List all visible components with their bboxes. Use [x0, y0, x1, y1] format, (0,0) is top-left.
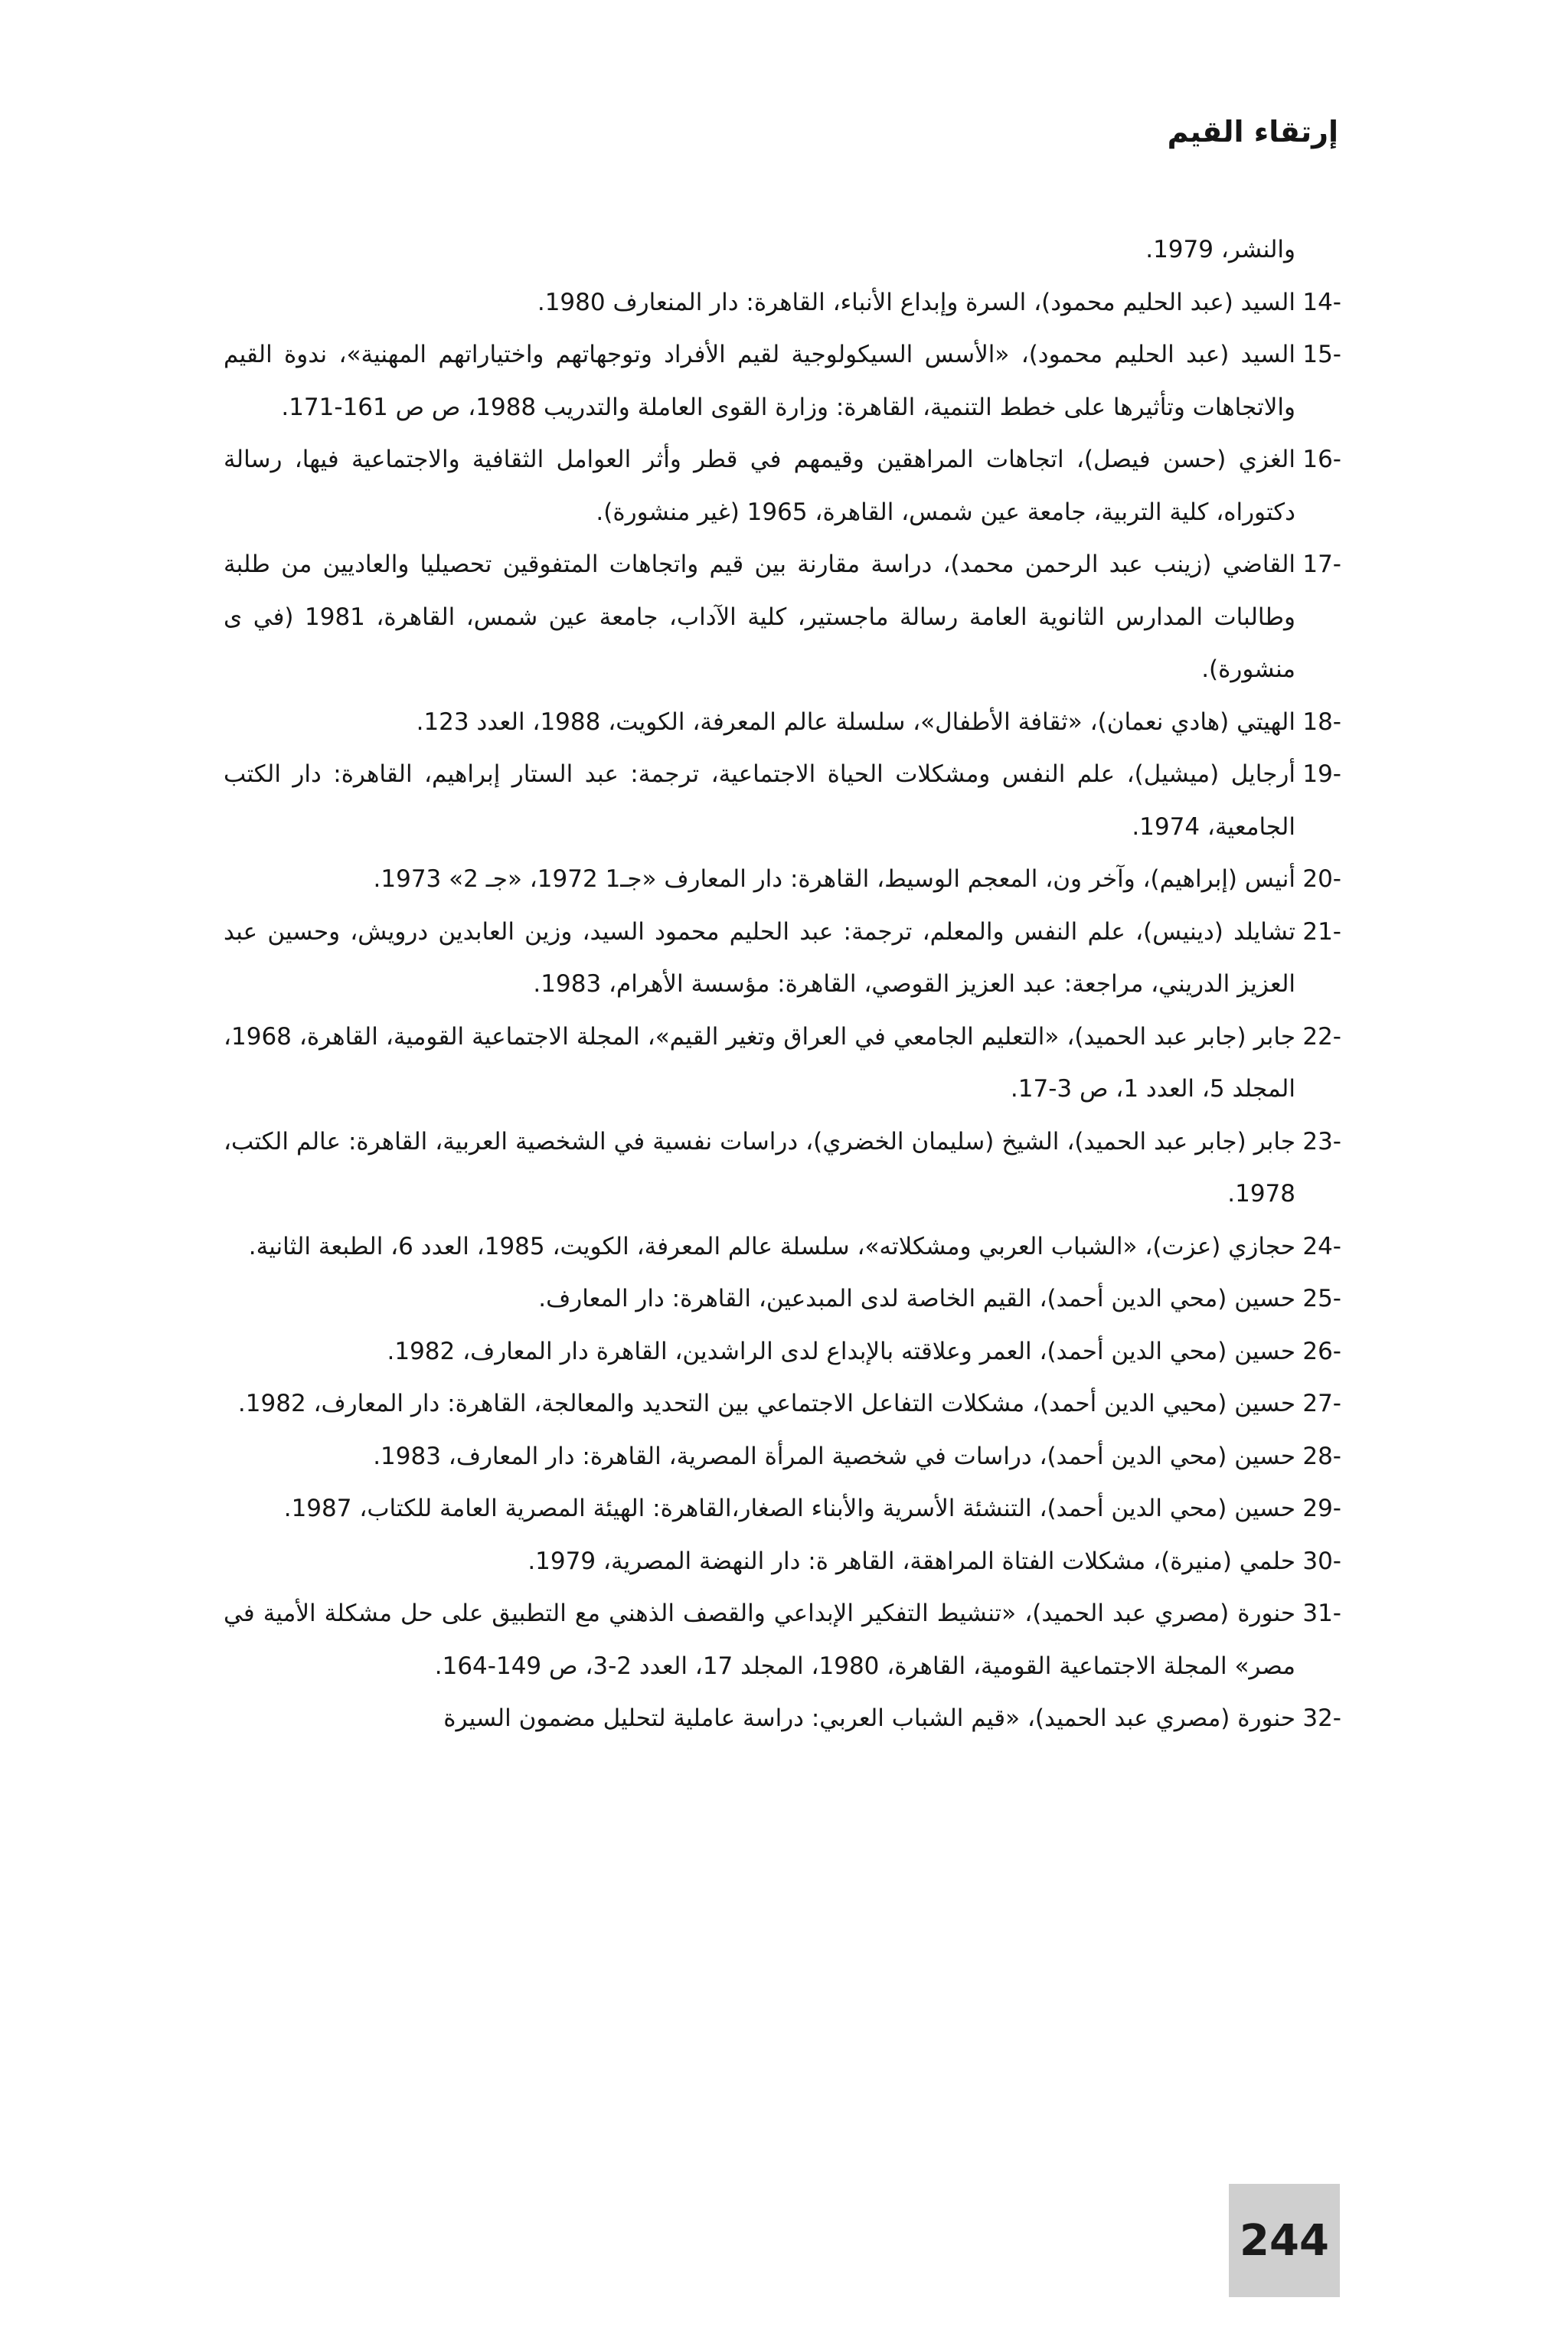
reference-item	[224, 276, 1341, 329]
reference-number: 17-	[1302, 551, 1341, 578]
reference-item	[224, 433, 1341, 538]
reference-number: 22-	[1302, 1022, 1341, 1051]
reference-number: 31-	[1302, 1600, 1341, 1627]
reference-item	[224, 328, 1341, 433]
reference-text: جابر (جابر عبد الحميد)، الشيخ (سليمان الخضري)، دراسات نفسية في الشخصية العربية، القاهرة: عالم الكتب، 1978.	[224, 1127, 1295, 1208]
reference-item	[224, 853, 1341, 906]
page-number: 244	[1240, 2215, 1329, 2266]
reference-number: 26-	[1302, 1337, 1341, 1365]
reference-item	[224, 1221, 1341, 1273]
reference-text: حجازي (عزت)، «الشباب العربي ومشكلاته»، سلسلة عالم المعرفة، الكويت، 1985، العدد 6، الطبعة الثانية.	[248, 1232, 1295, 1260]
reference-text: حسين (محي الدين أحمد)، دراسات في شخصية المرأة المصرية، القاهرة: دار المعارف، 1983.	[373, 1442, 1295, 1470]
reference-item	[224, 1430, 1341, 1483]
reference-number: 18-	[1302, 708, 1341, 736]
reference-text: الغزي (حسن فيصل)، اتجاهات المراهقين وقيمهم في قطر وأثر العوامل الثقافية والاجتماعية فيها، رسالة دكتوراه، كلية التربية، جامعة عين شمس، القاهرة، 1965 (غير منشورة).	[224, 446, 1295, 526]
reference-text: حنورة (مصري عبد الحميد)، «تنشيط التفكير الإبداعي والقصف الذهني مع التطبيق على حل مشكلة الأمية في مصر» المجلة الاجتماعية القومية، القاهرة، 1980، المجلد 17، العدد 2-3، ص 149-164.	[224, 1600, 1295, 1680]
reference-number: 23-	[1302, 1127, 1341, 1155]
reference-number: 15-	[1302, 341, 1341, 368]
reference-number: 24-	[1302, 1232, 1341, 1260]
reference-number: 14-	[1302, 288, 1341, 316]
reference-item	[224, 1482, 1341, 1535]
reference-text: والنشر، 1979.	[1145, 236, 1295, 263]
reference-text: حسين (محي الدين أحمد)، القيم الخاصة لدى المبدعين، القاهرة: دار المعارف.	[538, 1285, 1295, 1312]
reference-text: حلمي (منيرة)، مشكلات الفتاة المراهقة، القاهر ة: دار النهضة المصرية، 1979.	[528, 1547, 1295, 1575]
reference-item	[224, 1378, 1341, 1430]
page-number-box	[1229, 2184, 1340, 2297]
reference-text: حنورة (مصري عبد الحميد)، «قيم الشباب العربي: دراسة عاملية لتحليل مضمون السيرة	[443, 1704, 1295, 1732]
reference-number: 29-	[1302, 1495, 1341, 1522]
reference-item	[224, 748, 1341, 853]
reference-list	[224, 224, 1341, 1745]
reference-text: القاضي (زينب عبد الرحمن محمد)، دراسة مقارنة بين قيم واتجاهات المتفوقين تحصيليا والعاديين من طلبة وطالبات المدارس الثانوية العامة رسالة ماجستير، كلية الآداب، جامعة عين شمس، القاهرة، 1981 (في ى منشورة).	[224, 551, 1295, 683]
reference-item	[224, 1325, 1341, 1378]
reference-number: 21-	[1302, 917, 1341, 946]
reference-number: 16-	[1302, 446, 1341, 473]
reference-text: حسين (محي الدين أحمد)، العمر وعلاقته بالإبداع لدى الراشدين، القاهرة دار المعارف، 1982.	[387, 1337, 1295, 1365]
reference-text: جابر (جابر عبد الحميد)، «التعليم الجامعي في العراق وتغير القيم»، المجلة الاجتماعية القومية، القاهرة، 1968، المجلد 5، العدد 1، ص 3-17.	[224, 1022, 1295, 1103]
reference-item	[224, 696, 1341, 749]
reference-text: الهيتي (هادي نعمان)، «ثقافة الأطفال»، سلسلة عالم المعرفة، الكويت، 1988، العدد 123.	[416, 708, 1295, 736]
reference-item	[224, 1692, 1341, 1745]
reference-text: السيد (عبد الحليم محمود)، «الأسس السيكولوجية لقيم الأفراد وتوجهاتهم واختياراتهم المهنية»، ندوة القيم والاتجاهات وتأثيرها على خطط التنمية، القاهرة: وزارة القوى العاملة والتدريب 1988، ص ص 161-171.	[224, 341, 1295, 421]
reference-item	[224, 1011, 1341, 1116]
reference-number: 30-	[1302, 1547, 1341, 1575]
reference-item	[224, 1535, 1341, 1588]
reference-number: 20-	[1302, 865, 1341, 893]
reference-text: حسين (محي الدين أحمد)، التنشئة الأسرية والأبناء الصغار،القاهرة: الهيئة المصرية العامة للكتاب، 1987.	[283, 1495, 1295, 1522]
reference-item	[224, 538, 1341, 696]
reference-item	[224, 224, 1341, 276]
reference-text: أنيس (إبراهيم)، وآخر ون، المعجم الوسيط، القاهرة: دار المعارف «جـ1 1972، «جـ 2» 1973.	[373, 865, 1295, 893]
reference-item	[224, 1273, 1341, 1325]
reference-text: تشايلد (دينيس)، علم النفس والمعلم، ترجمة: عبد الحليم محمود السيد، وزين العابدين درويش، وحسين عبد العزيز الدريني، مراجعة: عبد العزيز القوصي، القاهرة: مؤسسة الأهرام، 1983.	[224, 917, 1295, 998]
reference-item	[224, 1587, 1341, 1692]
reference-number: 32-	[1302, 1704, 1341, 1732]
reference-item	[224, 1116, 1341, 1221]
reference-number: 25-	[1302, 1285, 1341, 1312]
reference-number: 19-	[1302, 760, 1341, 788]
reference-number: 27-	[1302, 1390, 1341, 1417]
reference-item	[224, 906, 1341, 1011]
reference-text: حسين (محيي الدين أحمد)، مشكلات التفاعل الاجتماعي بين التحديد والمعالجة، القاهرة: دار المعارف، 1982.	[237, 1390, 1295, 1417]
reference-text: السيد (عبد الحليم محمود)، السرة وإبداع الأنباء، القاهرة: دار المنعارف 1980.	[537, 288, 1295, 316]
running-title: إرتقاء القيم	[1167, 115, 1338, 149]
reference-number: 28-	[1302, 1442, 1341, 1470]
reference-text: أرجايل (ميشيل)، علم النفس ومشكلات الحياة الاجتماعية، ترجمة: عبد الستار إبراهيم، القاهرة: دار الكتب الجامعية، 1974.	[224, 760, 1295, 841]
